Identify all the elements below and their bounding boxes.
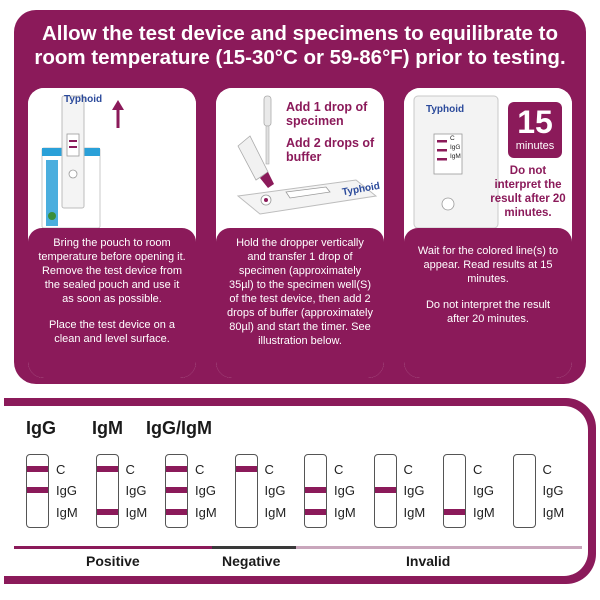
timer-warning: Do not interpret the result after 20 minutes.	[490, 165, 566, 219]
step-3-text-2: Do not interpret the result after 20 minutes.	[425, 299, 551, 325]
strip-line-label-igm: IgM	[542, 505, 565, 520]
step-1-text-2: Place the test device on a clean and level surface.	[49, 319, 175, 345]
strip-line-label-igg: IgG	[195, 483, 216, 498]
band-igg	[27, 487, 48, 493]
strip-line-label-c: C	[473, 462, 483, 477]
strip-line-label-igg: IgG	[56, 483, 77, 498]
strip-line-label-c: C	[125, 462, 135, 477]
results-panel	[4, 398, 596, 584]
band-igm	[305, 509, 326, 515]
group-line-invalid	[296, 546, 582, 549]
type-label-igm: IgM	[92, 418, 123, 438]
band-c	[236, 466, 257, 472]
band-c	[166, 466, 187, 472]
result-strip	[96, 454, 119, 528]
result-strip	[374, 454, 397, 528]
strip-line-label-igg: IgG	[473, 483, 494, 498]
step-2-illustration	[216, 88, 384, 228]
strip-line-label-igg: IgG	[264, 483, 286, 498]
timer-badge	[508, 102, 562, 158]
band-igm	[166, 509, 187, 515]
strip-line-label-c: C	[334, 462, 344, 477]
band-igg	[305, 487, 326, 493]
add-buffer-label: Add 2 drops of buffer	[286, 136, 375, 164]
timer-value: 15	[517, 104, 553, 140]
group-label-positive: Positive	[86, 553, 140, 569]
band-igm	[97, 509, 118, 515]
strip-line-label-c: C	[56, 462, 66, 477]
pouch-and-device-illustration	[28, 88, 196, 228]
result-strip	[26, 454, 49, 528]
type-label-igg-igm: IgG/IgM	[146, 418, 212, 438]
band-c	[97, 466, 118, 472]
group-line-negative	[212, 546, 296, 549]
step-1-caption	[28, 228, 196, 378]
result-strip	[513, 454, 536, 528]
result-strip	[443, 454, 466, 528]
line-c-label: C	[450, 135, 455, 142]
line-igg-label: IgG	[450, 144, 461, 151]
band-igm	[444, 509, 465, 515]
strip-line-label-igm: IgM	[195, 505, 217, 520]
strip-line-label-c: C	[403, 462, 413, 477]
strip-line-label-c: C	[264, 462, 274, 477]
strip-line-label-igm: IgM	[264, 505, 287, 520]
step-3-caption	[404, 228, 572, 378]
result-strip	[304, 454, 327, 528]
type-label-igg: IgG	[26, 418, 56, 438]
step-3-text: Wait for the colored line(s) to appear. Read results at 15 minutes.	[417, 245, 559, 285]
group-label-invalid: Invalid	[406, 553, 451, 569]
device-label: Typhoid	[64, 94, 103, 105]
strip-line-label-igg: IgG	[334, 483, 355, 498]
step-card-2	[216, 88, 384, 378]
strip-line-label-igm: IgM	[473, 505, 495, 520]
strip-line-label-igm: IgM	[56, 505, 78, 520]
device-label: Typhoid	[426, 104, 465, 115]
step-card-1	[28, 88, 196, 378]
step-2-text: Hold the dropper vertically and transfer 1 drop of specimen (approximately 35µl) to the specimen well(S) of the test device, then add 2 drops of buffer (approximately 80µl) and start the timer. See illustration below.	[227, 237, 373, 347]
line-igm-label: IgM	[450, 153, 461, 160]
strip-line-label-c: C	[195, 462, 205, 477]
band-c	[27, 466, 48, 472]
timer-unit: minutes	[515, 140, 555, 152]
result-strip	[235, 454, 258, 528]
step-3-illustration	[404, 88, 572, 228]
step-1-illustration	[28, 88, 196, 228]
add-specimen-label: Add 1 drop of specimen	[286, 100, 368, 128]
strip-line-label-igg: IgG	[125, 483, 147, 498]
step-card-3	[404, 88, 572, 378]
instructions-panel	[14, 10, 586, 384]
result-strip	[165, 454, 188, 528]
strip-line-label-igg: IgG	[403, 483, 425, 498]
group-label-negative: Negative	[222, 553, 281, 569]
group-line-positive	[14, 546, 212, 549]
strip-line-label-igm: IgM	[125, 505, 148, 520]
results-chart	[4, 406, 588, 576]
band-igg	[166, 487, 187, 493]
step-2-caption	[216, 228, 384, 378]
strip-line-label-igm: IgM	[334, 505, 356, 520]
band-igg	[375, 487, 396, 493]
strip-line-label-igg: IgG	[542, 483, 564, 498]
step-1-text: Bring the pouch to room temperature before opening it. Remove the test device from the sealed pouch and use it as soon as possible.	[38, 237, 186, 305]
strip-line-label-igm: IgM	[403, 505, 426, 520]
strip-line-label-c: C	[542, 462, 552, 477]
device-label: Typhoid	[341, 180, 381, 199]
panel-title: Allow the test device and specimens to equilibrate to room temperature (15-30°C or 59-86°F) prior to testing.	[34, 22, 566, 69]
